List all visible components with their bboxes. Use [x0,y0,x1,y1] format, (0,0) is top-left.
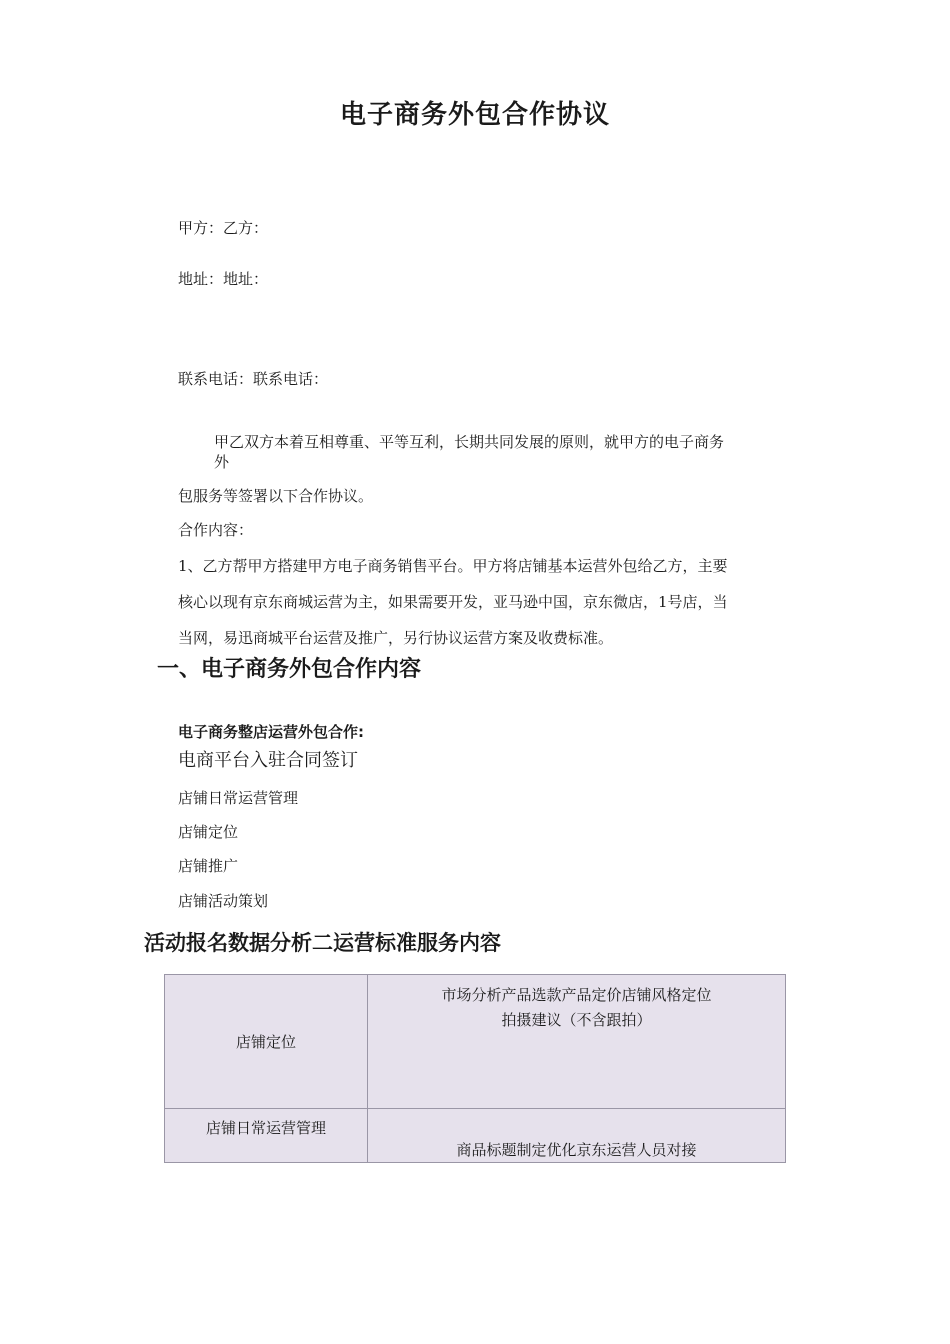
party-line: 甲方：乙方： [178,219,269,237]
list-item: 店铺活动策划 [178,892,269,910]
list-item: 店铺日常运营管理 [178,789,299,807]
table-row [165,1109,786,1163]
address-line: 地址：地址： [178,270,269,288]
service-table [164,974,786,1163]
section-2-heading: 活动报名数据分析二运营标准服务内容 [144,931,501,955]
row-content-line-2: 拍摄建议（不含跟拍） [501,1011,652,1029]
row-content-line-1: 商品标题制定优化京东运营人员对接 [456,1141,697,1159]
subheading: 电子商务整店运营外包合作: [178,723,364,741]
table-cell-label [165,1109,368,1163]
section-1-heading: 一、电子商务外包合作内容 [157,657,422,682]
clause-1-line-2: 核心以现有京东商城运营为主，如果需要开发，亚马逊中国，京东微店，1号店，当 [178,593,728,611]
row-content-line-1: 市场分析产品选款产品定价店铺风格定位 [441,986,712,1004]
document-title: 电子商务外包合作协议 [339,100,610,130]
list-item: 电商平台入驻合同签订 [178,750,358,771]
clause-1-line-1: 1、乙方帮甲方搭建甲方电子商务销售平台。甲方将店铺基本运营外包给乙方，主要 [178,557,728,575]
row-label: 店铺日常运营管理 [205,1119,326,1137]
content-label: 合作内容： [178,521,254,539]
table-cell-content [368,1109,786,1163]
table-cell-content [368,975,786,1109]
phone-line: 联系电话：联系电话： [178,370,329,388]
table-cell-label [165,975,368,1109]
intro-line-1b: 外 [214,453,230,471]
list-item: 店铺推广 [178,857,239,875]
row-label: 店铺定位 [235,1033,296,1051]
table-row [165,975,786,1109]
clause-1-line-3: 当网，易迅商城平台运营及推广，另行协议运营方案及收费标准。 [178,629,614,647]
intro-line-2: 包服务等签署以下合作协议。 [178,487,374,505]
list-item: 店铺定位 [178,823,239,841]
intro-line-1: 甲乙双方本着互相尊重、平等互利，长期共同发展的原则，就甲方的电子商务 [214,433,725,451]
